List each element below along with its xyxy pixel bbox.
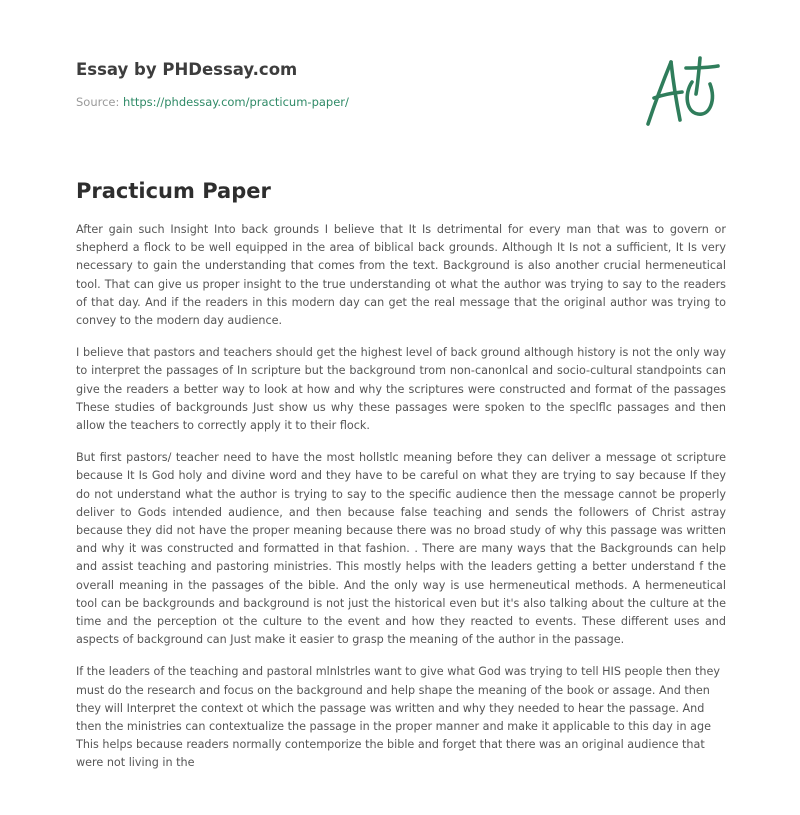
brand-title: Essay by PHDessay.com [76, 60, 298, 79]
a-plus-logo-icon [640, 54, 724, 132]
page-title: Practicum Paper [76, 179, 271, 203]
paragraph: After gain such Insight Into back grounds I believe that It Is detrimental for every man that was to govern or shepherd a flock to be well equipped in the area of biblical back grounds. Although It Is not a sufficient, It Is very necessary to gain the understanding that comes from the text. Background is also another crucial hermeneutical tool. That can give us proper insight to the true understanding ot what the author was trying to say to the readers of that day. And if the readers in this modern day can get the real message that the original author was trying to convey to the modern day audience. [76, 223, 726, 328]
paragraph: I believe that pastors and teachers should get the highest level of back ground although history is not the only way to interpret the passages of In scripture but the background trom non-canonlcal and socio-cultural standpoints can give the readers a better way to look at how and why the scriptures were constructed and format of the passages These studies of backgrounds Just show us why these passages were spoken to the speclflc passages and then allow the teachers to correctly apply it to their flock. [76, 346, 726, 433]
paragraph: If the leaders of the teaching and pastoral mlnlstrles want to give what God was trying to tell HIS people then they must do the research and focus on the background and help shape the meaning of the book or assage. And then they will Interpret the context ot which the passage was written and why they needed to hear the passage. And then the ministries can contextualize the passage in the proper manner and make it applicable to this day in age This helps because readers normally contemporize the bible and forget that there was an original audience that were not living in the [76, 665, 720, 770]
page-header [76, 58, 349, 110]
essay-body [76, 221, 726, 787]
paragraph: But first pastors/ teacher need to have the most hollstlc meaning before they can deliver a message ot scripture because It Is God holy and divine word and they have to be careful on what they are trying to say because If they do not understand what the author is trying to say to the specific audience then the message cannot be properly deliver to Gods intended audience, and then because false teaching and sends the followers of Christ astray because they did not have the proper meaning because there was no broad study of why this passage was written and why it was constructed and formatted in that fashion. . There are many ways that the Backgrounds can help and assist teaching and pastoring ministries. This mostly helps with the leaders getting a better understand f the overall meaning in the passages of the bible. And the only way is use hermeneutical methods. A hermeneutical tool can be backgrounds and background is not just the historical even but it's also talking about the culture at the time and the perception ot the culture to the event and how they reacted to events. These different uses and aspects of background can Just make it easier to grasp the meaning of the author in the passage. [76, 451, 726, 647]
source-link[interactable]: https://phdessay.com/practicum-paper/ [123, 95, 349, 109]
source-label: Source: [76, 95, 124, 109]
source-line [76, 94, 349, 110]
